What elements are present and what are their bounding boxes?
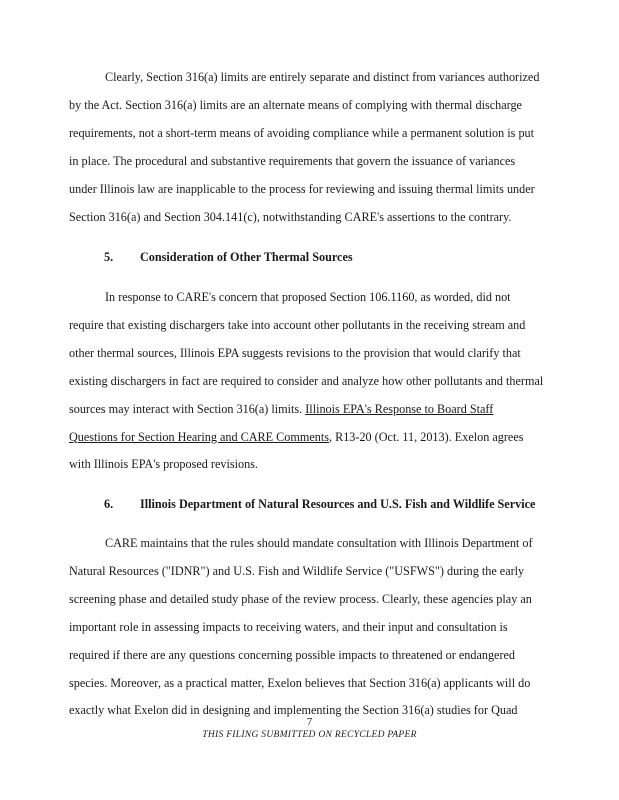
line-text: , R13-20 (Oct. 11, 2013). Exelon agrees (328, 429, 524, 444)
section-number: 5. (104, 250, 114, 264)
paragraph-line: require that existing dischargers take into account other pollutants in the receiving stream and (69, 317, 526, 332)
paragraph-line: by the Act. Section 316(a) limits are an alternate means of complying with thermal discharge (69, 97, 522, 112)
line-text: sources may interact with Section 316(a) limits. (69, 401, 306, 416)
citation-title: Illinois EPA's Response to Board Staff (305, 401, 494, 416)
section-title: Consideration of Other Thermal Sources (140, 250, 353, 264)
section-number: 6. (104, 497, 114, 511)
paragraph-line: important role in assessing impacts to receiving waters, and their input and consultation is (69, 619, 508, 634)
paragraph-section-316a-variances (69, 64, 569, 231)
paragraph-line: Clearly, Section 316(a) limits are entirely separate and distinct from variances authorized (105, 70, 540, 84)
paragraph-line: with Illinois EPA's proposed revisions. (69, 457, 258, 472)
paragraph-line: Natural Resources ("IDNR") and U.S. Fish and Wildlife Service ("USFWS") during the early (69, 563, 525, 578)
section-title: Illinois Department of Natural Resources and U.S. Fish and Wildlife Service (140, 497, 536, 511)
paragraph-line: other thermal sources, Illinois EPA suggests revisions to the provision that would clarify that (69, 345, 521, 360)
paragraph-line (69, 424, 569, 452)
paragraph-line: CARE maintains that the rules should mandate consultation with Illinois Department of (105, 536, 533, 550)
paragraph-line: required if there are any questions concerning possible impacts to threatened or endangered (69, 647, 516, 662)
section-heading-6 (104, 497, 535, 512)
page-number: 7 (306, 716, 313, 728)
paragraph-other-thermal-sources (69, 284, 569, 479)
paragraph-line (69, 396, 569, 424)
paragraph-line: screening phase and detailed study phase of the review process. Clearly, these agencies play an (69, 591, 532, 606)
paragraph-line: Section 316(a) and Section 304.141(c), notwithstanding CARE's assertions to the contrary. (69, 209, 512, 224)
section-heading-5 (104, 250, 353, 265)
citation-title: Questions for Section Hearing and CARE Comments (69, 429, 329, 444)
paragraph-line: In response to CARE's concern that proposed Section 106.1160, as worded, did not (105, 290, 511, 304)
paragraph-idnr-usfws (69, 530, 569, 725)
paragraph-line: requirements, not a short-term means of avoiding compliance while a permanent solution is put (69, 125, 535, 140)
paragraph-line: existing dischargers in fact are required to consider and analyze how other pollutants and thermal (69, 373, 544, 388)
paragraph-line: under Illinois law are inapplicable to the process for reviewing and issuing thermal limits under (69, 181, 535, 196)
footer-recycled-paper: THIS FILING SUBMITTED ON RECYCLED PAPER (202, 730, 417, 740)
paragraph-line: exactly what Exelon did in designing and implementing the Section 316(a) studies for Quad (69, 703, 518, 718)
paragraph-line: species. Moreover, as a practical matter, Exelon believes that Section 316(a) applicants will do (69, 675, 531, 690)
paragraph-line: in place. The procedural and substantive requirements that govern the issuance of variances (69, 153, 516, 168)
